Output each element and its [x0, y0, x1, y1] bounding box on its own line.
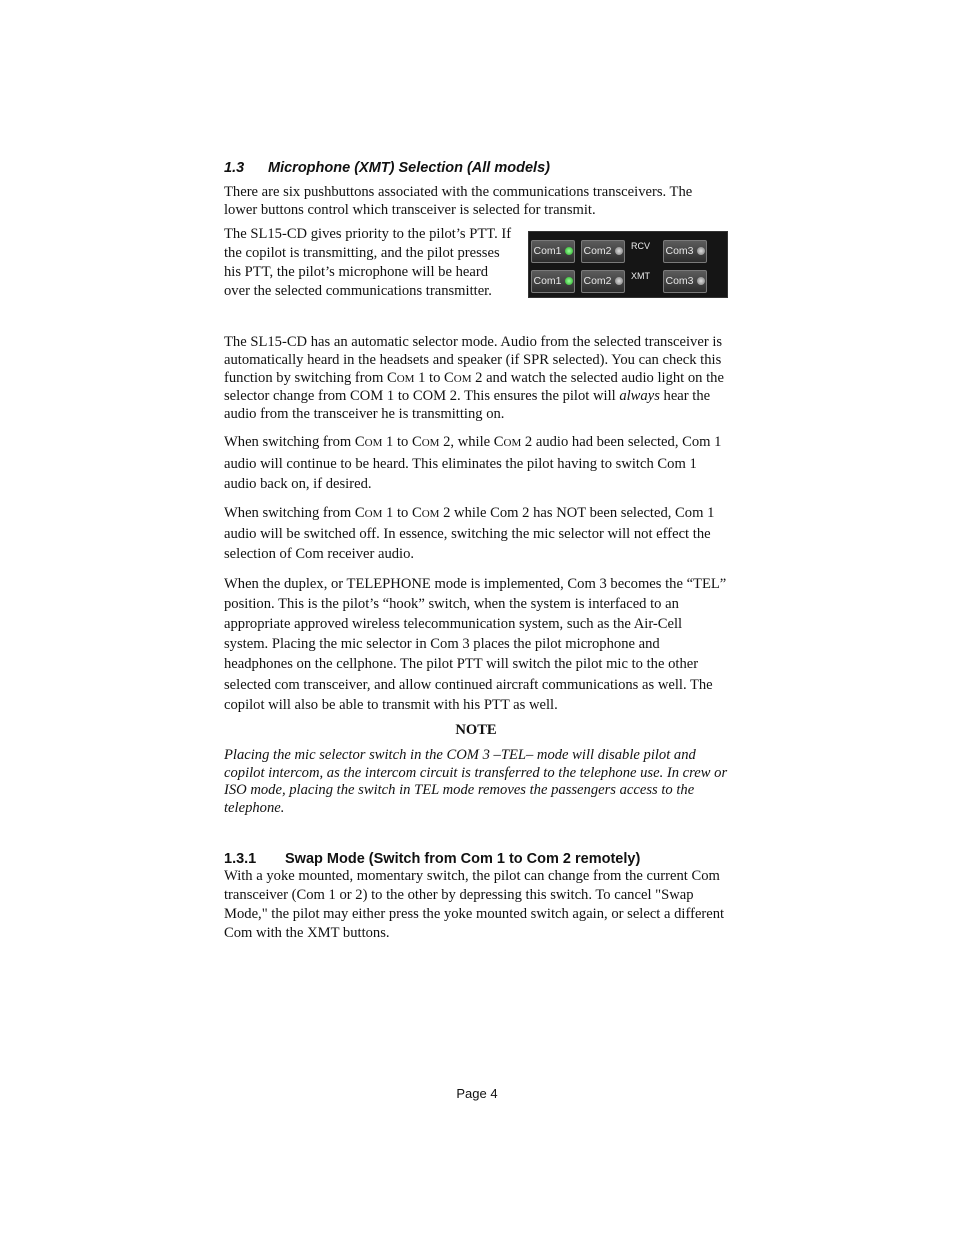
- rcv-row: [531, 236, 721, 266]
- swap-mode-paragraph: With a yoke mounted, momentary switch, the pilot can change from the current Com transceiver (Com 1 or 2) to the other by depressing this switch. To cancel "Swap Mode," the pilot may either press the yoke mounted switch again, or select a different Com with the XMT buttons.: [224, 868, 725, 942]
- rcv-com2-label: Com2: [583, 245, 612, 258]
- page-number: Page 4: [456, 1086, 498, 1101]
- led-off-icon: [697, 247, 705, 255]
- section-number: 1.3: [224, 160, 245, 176]
- section-heading: [224, 160, 728, 176]
- note-heading: NOTE: [455, 721, 497, 738]
- intro-paragraph: There are six pushbuttons associated with the communications transceivers. The lower buttons control which transceiver is selected for transmit.: [224, 184, 693, 218]
- switching-paragraph-2: When switching from COM 1 to COM 2 while Com 2 has NOT been selected, Com 1 audio will be switched off. In essence, switching the mic selector will not effect the selection of Com receiver audio.: [224, 504, 715, 563]
- rcv-com3-button: [663, 240, 707, 263]
- led-on-icon: [565, 247, 573, 255]
- section-title: Microphone (XMT) Selection (All models): [268, 160, 550, 176]
- led-off-icon: [615, 277, 623, 285]
- xmt-com3-button: [663, 270, 707, 293]
- note-text: Placing the mic selector switch in the COM 3 –TEL– mode will disable pilot and copilot intercom, as the intercom circuit is transferred to the telephone use. In crew or ISO mode, placing the switch in TEL mode removes the passengers access to the telephone.: [224, 746, 728, 816]
- selector-panel-image: [528, 231, 728, 298]
- led-on-icon: [565, 277, 573, 285]
- xmt-com1-label: Com1: [533, 275, 562, 288]
- switching-paragraph-1: When switching from COM 1 to COM 2, while COM 2 audio had been selected, Com 1 audio will continue to be heard. This eliminates the pilot having to switch Com 1 audio back on, if desired.: [224, 434, 722, 492]
- priority-row: [224, 225, 728, 300]
- subsection-heading: [224, 851, 728, 867]
- led-off-icon: [697, 277, 705, 285]
- xmt-com3-label: Com3: [665, 275, 694, 288]
- rcv-label: RCV: [631, 241, 651, 252]
- rcv-com2-button: [581, 240, 625, 263]
- led-off-icon: [615, 247, 623, 255]
- subsection-title: Swap Mode (Switch from Com 1 to Com 2 remotely): [285, 851, 641, 868]
- subsection-number: 1.3.1: [224, 851, 257, 868]
- xmt-com2-label: Com2: [583, 275, 612, 288]
- xmt-com1-button: [531, 270, 575, 293]
- page-content: [224, 160, 728, 943]
- priority-paragraph: The SL15-CD gives priority to the pilot’s PTT. If the copilot is transmitting, and the pilot presses his PTT, the pilot’s microphone will be heard over the selected communications transmitter.: [224, 226, 512, 299]
- xmt-label: XMT: [631, 271, 650, 282]
- rcv-com1-label: Com1: [533, 245, 562, 258]
- xmt-row: [531, 266, 721, 296]
- xmt-com2-button: [581, 270, 625, 293]
- rcv-com3-label: Com3: [665, 245, 694, 258]
- duplex-paragraph: When the duplex, or TELEPHONE mode is implemented, Com 3 becomes the “TEL” position. This is the pilot’s “hook” switch, when the system is interfaced to an appropriate approved wireless telecommunication system, such as the Air-Cell system. Placing the mic selector in Com 3 places the pilot microphone and headphones on the cellphone. The pilot PTT will switch the pilot mic to the other selected com transceiver, and allow continued aircraft communications as well. The copilot will also be able to transmit with his PTT as well.: [224, 575, 727, 713]
- rcv-com1-button: [531, 240, 575, 263]
- auto-selector-paragraph: The SL15-CD has an automatic selector mode. Audio from the selected transceiver is automatically heard in the headsets and speaker (if SPR selected). You can check this function by switching from COM 1 to COM 2 and watch the selected audio light on the selector change from COM 1 to COM 2. This ensures the pilot will always hear the audio from the transceiver he is transmitting on.: [224, 334, 724, 422]
